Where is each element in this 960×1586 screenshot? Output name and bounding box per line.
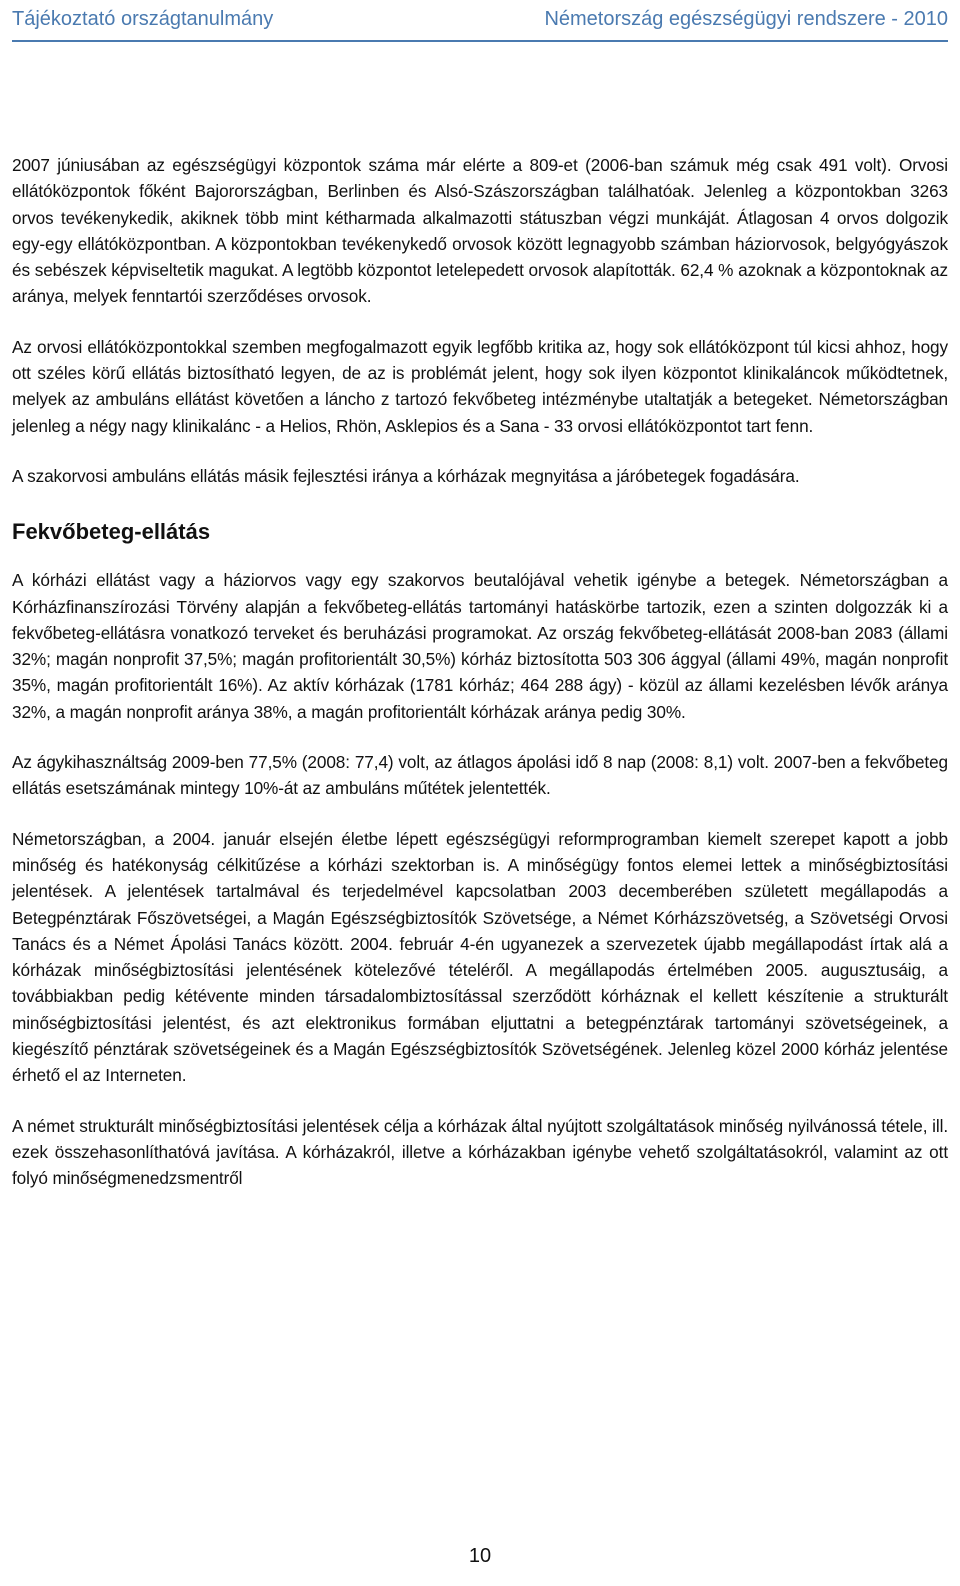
section-heading: Fekvőbeteg-ellátás	[12, 519, 211, 545]
paragraph-outpatient: A szakorvosi ambuláns ellátás másik fejlesztési iránya a kórházak megnyitása a járóbetegek fogadására.	[12, 465, 800, 486]
paragraph-health-centers: 2007 júniusában az egészségügyi központok száma már elérte a 809-et (2006-ban számuk még csak 491 volt). Orvosi ellátóközpontok főként Bajorországban, Berlinben és Alsó-Szászországban találhatóak. Jelenleg a központokban 3263 orvos tevékenykedik, akiknek több mint kétharmada alkalmazotti státuszban végzi munkáját. Átlagosan 4 orvos dolgozik egy-egy ellátóközpontban. A központokban tevékenykedő orvosok között legnagyobb számban háziorvosok, belgyógyászok és sebészek képviseltetik magukat. A legtöbb központot letelepedett orvosok alapították. 62,4 % azoknak a központoknak az aránya, melyek fenntartói szerződéses orvosok.	[12, 155, 948, 307]
paragraph-quality-reform: Németországban, a 2004. január elsején életbe lépett egészségügyi reformprogramban kiemelt szerepet kapott a jobb minőség és hatékonyság célkitűzése a kórházi szektorban is. A minőségügy fontos elemei lettek a minőségbiztosítási jelentések. A jelentések tartalmával és terjedelmével kapcsolatban 2003 decemberében született megállapodás a Betegpénztárak Főszövetségei, a Magán Egészségbiztosítók Szövetsége, a Német Kórházszövetség, a Szövetségi Orvosi Tanács és a Német Ápolási Tanács között. 2004. február 4-én ugyanezek a szervezetek újabb megállapodást írtak alá a kórházak minőségbiztosítási jelentésének kötelezővé tételéről. A megállapodás értelmében 2005. augusztusáig, a továbbiakban pedig kétévente minden társadalombiztosítással szerződött kórháznak el kellett készítenie a strukturált minőségbiztosítási jelentést, és azt elektronikus formában eljuttatni a betegpénztárak tartományi szövetségeinek, a kiegészítő pénztárak szövetségeinek és a Magán Egészségbiztosítók Szövetségének. Jelenleg közel 2000 kórház jelentése érhető el az Interneten.	[12, 828, 948, 1086]
paragraph-inpatient-care: A kórházi ellátást vagy a háziorvos vagy egy szakorvos beutalójával vehetik igénybe a betegek. Németországban a Kórházfinanszírozási Törvény alapján a fekvőbeteg-ellátás tartományi hatáskörbe tartozik, ezen a szinten dolgozzák ki a fekvőbeteg-ellátásra vonatkozó terveket és beruházási programokat. Az ország fekvőbeteg-ellátását 2008-ban 2083 (állami 32%; magán nonprofit 37,5%; magán profitorientált 30,5%) kórház biztosította 503 306 ággyal (állami 49%, magán nonprofit 35%, magán profitorientált 16%). Az aktív kórházak (1781 kórház; 464 288 ágy) - közül az állami kezelésben lévők aránya 32%, a magán nonprofit aránya 38%, a magán profitorientált kórházak aránya pedig 30%.	[12, 570, 948, 722]
section-title: Németország egészségügyi rendszere - 2010	[544, 8, 948, 30]
document-title: Tájékoztató országtanulmány	[12, 8, 274, 30]
document-body	[12, 152, 948, 1192]
paragraph-bed-utilization: Az ágykihasználtság 2009-ben 77,5% (2008: 77,4) volt, az átlagos ápolási idő 8 nap (2008: 8,1) volt. 2007-ben a fekvőbeteg ellátás esetszámának mintegy 10%-át az ambuláns műtétek jelentették.	[12, 752, 948, 799]
page-number: 10	[468, 1545, 492, 1567]
page-header	[12, 4, 948, 42]
paragraph-quality-reports: A német strukturált minőségbiztosítási jelentések célja a kórházak által nyújtott szolgáltatások minőség nyilvánossá tétele, ill. ezek összehasonlíthatóvá javítása. A kórházakról, illetve a kórházakban igénybe vehető szolgáltatásokról, valamint az ott folyó minőségmenedzsmentről	[12, 1115, 948, 1189]
paragraph-criticism: Az orvosi ellátóközpontokkal szemben megfogalmazott egyik legfőbb kritika az, hogy sok ellátóközpont túl kicsi ahhoz, hogy ott széles körű ellátás biztosítható legyen, de az is problémát jelent, hogy sok ilyen központot klinikaláncok működtetnek, melyek az ambuláns ellátást követően a láncho z tartozó fekvőbeteg intézménybe utaltatják a betegeket. Németországban jelenleg a négy nagy klinikalánc - a Helios, Rhön, Asklepios és a Sana - 33 orvosi ellátóközpontot tart fenn.	[12, 336, 948, 436]
